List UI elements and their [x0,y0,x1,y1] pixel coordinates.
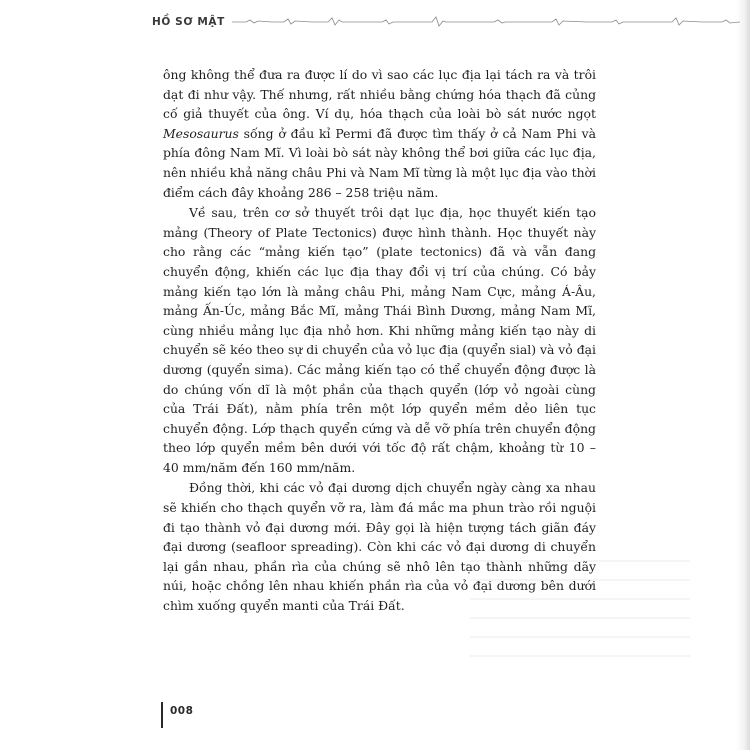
paragraph-segment: sống ở đầu kỉ Permi đã được tìm thấy ở cả Nam Phi và phía đông Nam Mĩ. Vì loài bò sát này không thể bơi giữa các lục địa, nên nhiều khả năng châu Phi và Nam Mĩ từng là một lục địa vào thời điểm cách đây khoảng 286 – 258 triệu năm. [163,125,596,200]
running-header: HỒ SƠ MẬT [152,16,225,28]
paragraph-seafloor-spreading: Đồng thời, khi các vỏ đại dương dịch chuyển ngày càng xa nhau sẽ khiến cho thạch quyển vỡ ra, làm đá mắc ma phun trào rồi nguội đi tạo thành vỏ đại dương mới. Đây gọi là hiện tượng tách giãn đáy đại dương (seafloor spreading). Còn khi các vỏ đại dương di chuyển lại gần nhau, phần rìa của chúng sẽ nhô lên tạo thành những dãy núi, hoặc chồng lên nhau khiến phần rìa của vỏ đại dương bên dưới chìm xuống quyển manti của Trái Đất. [163,480,596,614]
folio-bar [161,702,163,728]
page-number: 008 [170,705,194,717]
paragraph-continuation [163,65,596,202]
paper-show-through [470,560,690,670]
paragraph-segment: ông không thể đưa ra được lí do vì sao các lục địa lại tách ra và trôi dạt đi như vậy. Thế nhưng, rất nhiều bằng chứng hóa thạch đã củng cố giả thuyết của ông. Ví dụ, hóa thạch của loài bò sát nước ngọt [163,67,596,122]
paragraph-plate-tectonics: Về sau, trên cơ sở thuyết trôi dạt lục địa, học thuyết kiến tạo mảng (Theory of Plate Tectonics) được hình thành. Học thuyết này cho rằng các “mảng kiến tạo” (plate tectonics) đã và vẫn đang chuyển động, khiến các lục địa thay đổi vị trí của chúng. Có bảy mảng kiến tạo lớn là mảng châu Phi, mảng Nam Cực, mảng Á-Âu, mảng Ấn-Úc, mảng Bắc Mĩ, mảng Thái Bình Dương, mảng Nam Mĩ, cùng nhiều mảng lục địa nhỏ hơn. Khi những mảng kiến tạo này di chuyển sẽ kéo theo sự di chuyển của vỏ lục địa (quyển sial) và vỏ đại dương (quyển sima). Các mảng kiến tạo có thể chuyển động được là do chúng vốn dĩ là một phần của thạch quyển (lớp vỏ ngoài cùng của Trái Đất), nằm phía trên một lớp quyển mềm dẻo liên tục chuyển động. Lớp thạch quyển cứng và dễ vỡ phía trên chuyển động theo lớp quyển mềm bên dưới với tốc độ rất chậm, khoảng từ 10 – 40 mm/năm đến 160 mm/năm. [163,205,596,475]
body-text [163,65,596,616]
binding-shadow [736,0,750,750]
species-name-italic: Mesosaurus [163,125,239,141]
header-wave-rule [232,14,740,28]
